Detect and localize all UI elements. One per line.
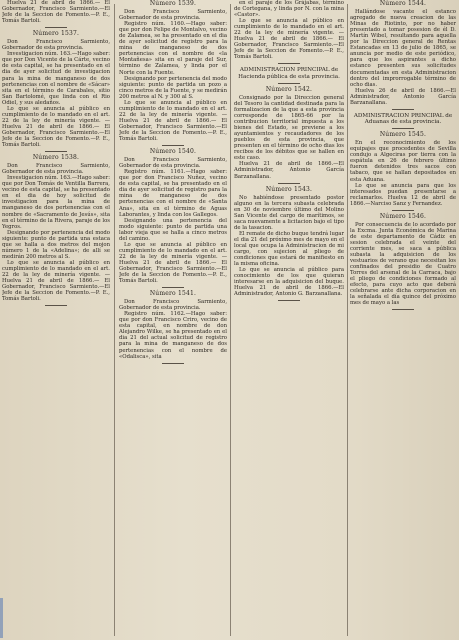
notice-paragraph: Lo que se anuncia al público en cumplimiento de lo mandado en el art. 22 de la ley de minería vigente. —Huelva 21 de abril de 1866.— El Gobernador, Francisco Sarmiento.—El Jefe de la Seccion de Fomento.—P. E., Tomás Bartoli. [119, 241, 227, 285]
notice-article [350, 1, 456, 110]
separator-rule [392, 309, 414, 310]
administration-header [350, 113, 456, 129]
notice-paragraph: Lo que se anuncia al público en cumplimiento de lo mandado en el art. 22 de la ley de minería vigente. —Huelva 21 de abril de 1866.— El Gobernador, Francisco Sarmiento.—El Jefe de la Seccion de Fomento.—P. E., Tomás Bartoli. [119, 99, 227, 143]
notice-number: Número 1538. [32, 154, 80, 162]
notice-paragraph: en el paraje de los Grájabas, término de Cortegana, y linda por N. con la mina «Castor». [234, 0, 344, 19]
notice-number: Número 1539. [149, 0, 197, 7]
library-stamp-mark [0, 598, 3, 638]
notice-paragraph: No habiéndose presentado postor alguno en la tercera subasta celebrada en 30 de noviembre último del Molino San Vicente del cargo de marítimos, se saca nuevamente a licitacion bajo el tipo de la tasacion. [234, 194, 344, 231]
separator-rule [278, 83, 300, 84]
notice-paragraph: Don Francisco Sarmiento, Gobernador de esta provincia. [2, 39, 110, 52]
notice-paragraph: Registro núm. 1161.—Hago saber: que por don Francisco Nuñez, vecino de esta capital, se ha presentado en el dia de ayer solicitud de registro para la mina de manganeso de dos pertenencias con el nombre de «Santa Ana», sita en el término de Aguas Laborantes, y linda con los Gallegos. [119, 169, 227, 218]
notice-paragraph: Designando por pertenencia del modo siguiente: punto de partida una estaca que se halla a dos metros del mojon número 1 de la «Adelina»; de allí se medirán 200 metros al S. [2, 229, 110, 260]
notice-paragraph: En el reconocimiento de los equipajes que procedentes de Sevilla condujo a Algeciras por tierra con la espátula en 26 de febrero último fueron detenidos tres sacos con tabaco, que se hallan depositados en esta Aduana. [350, 140, 456, 183]
separator-rule [45, 151, 67, 152]
notice-article [2, 0, 110, 28]
column-rule [114, 4, 115, 636]
notice-number: Número 1540. [149, 148, 197, 156]
separator-rule [392, 109, 414, 110]
separator-rule [45, 27, 67, 28]
separator-rule [278, 300, 300, 301]
notice-paragraph: Don Francisco Sarmiento, Gobernador de esta provincia. [119, 299, 227, 312]
notice-number: Número 1537. [32, 30, 80, 38]
notice-article [119, 149, 227, 288]
notice-paragraph: Consignado por la Direccion general del Tesoro la cantidad destinada para la formalizacion de la que a esta provincia corresponde de 1865-66 por la contribucion territorial impuesta a los bienes del Estado, se previene a los ayuntamientos y recaudadores de los pueblos de esta provincia, que presenten en el término de ocho dias los recibos de los débitos que se hallen en este caso. [234, 94, 344, 162]
notice-paragraph: Por consecuencia de lo acordado por la Excma. Junta Económica de Marina de este departamento de Cádiz en sesion celebrada el veinte del corriente mes, se saca a pública subasta la adquisicion de los vestuarios de verano que necesitan los confinados del presidio de Cuatro Torres del arsenal de la Carraca, bajo el pliego de condiciones formado al efecto, para cuyo acto que deberá celebrarse ante dicha corporacion en la señalada el día quince del próximo mes de mayo a las [350, 221, 456, 307]
notice-paragraph: Huelva 26 de abril de 1866.—El Administrador, Antonio García Barzanallana. [350, 87, 456, 106]
notice-paragraph: Lo que se anuncia al público en cumplimiento de lo mandado en el art. 22 de la ley de minería vigente. —Huelva 21 de abril de 1866.— El Gobernador, Francisco Sarmiento.—El Jefe de la Seccion de Fomento.—P. E., Tomás Bartoli. [2, 259, 110, 303]
notice-paragraph: El remate de dicho buque tendrá lugar el dia 21 del próximo mes de mayo en el local que ocupa la Administracion de mi cargo, con sujecion al pliego de condiciones que estará de manifiesto en la misma oficina. [234, 230, 344, 268]
column-3 [234, 0, 344, 640]
separator-rule [278, 63, 300, 64]
section-heading: ADMINISTRACION PRINCIPAL de Aduanas de esta provincia. [353, 112, 453, 125]
separator-rule [162, 363, 184, 364]
notice-number: Número 1545. [379, 131, 427, 139]
notice-paragraph: Don Francisco Sarmiento, Gobernador de esta provincia. [119, 157, 227, 170]
notice-article [234, 87, 344, 184]
notice-paragraph: Don Francisco Sarmiento, Gobernador de esta provincia. [119, 9, 227, 22]
column-2 [119, 0, 227, 640]
notice-paragraph: Lo que se anuncia al público en cumplimiento de lo mandado en el art. 22 de la ley de minería vigente. —Huelva 21 de abril de 1866.— El Gobernador, Francisco Sarmiento.—El Jefe de la Seccion de Fomento.—P. E., Tomás Bartoli. [2, 105, 110, 149]
notice-number: Número 1544. [379, 0, 427, 7]
column-4 [350, 0, 456, 640]
notice-paragraph: Huelva 21 de abril de 1866.— El Gobernador, Francisco Sarmiento.—El Jefe de la Seccion de Fomento.—P. E., Tomás Bartoli. [2, 0, 110, 25]
notice-article [2, 155, 110, 306]
notice-number: Número 1546. [379, 212, 427, 220]
separator-rule [162, 287, 184, 288]
notice-paragraph: Registro núm. 1160.—Hago saber: que por don Felipe de Montalvo, vecino de Zalamea, se ha presentado en el dia de ayer solicitud de registro para la mina de manganeso de dos pertenencias con el nombre de «la Montañesa» sita en el paraje del Sur, término de Zalamea, y linda por el Norte con la Fuente. [119, 21, 227, 76]
notice-paragraph: Don Francisco Sarmiento, Gobernador de esta provincia. [2, 163, 110, 176]
notice-article [234, 187, 344, 302]
notice-paragraph: Hallándose vacante el estanco agregado de nueva creacion de las Minas de Riotinto, por no haber presentado a tomar posesion de él D. Martín Wibel, resultando para aquella por la Direccion general de Rentas Estancadas en 13 de julio de 1865, se anuncia por medio de este periódico, para que los aspirantes a dicho estanco presenten sus solicitudes documentadas en esta Administracion dentro del improrrogable término de ocho dias. [350, 9, 456, 88]
notice-number: Número 1541. [149, 290, 197, 298]
notice-article [350, 214, 456, 311]
separator-rule [45, 305, 67, 306]
column-rule [230, 4, 231, 636]
notice-paragraph: Designando por pertenencia del modo siguiente: punto de partida un pozo a cinco metros de la Fuente, y se medirán 200 metros al N. y 300 al S. [119, 75, 227, 100]
notice-paragraph: Registro núm. 1162.—Hago saber: que por don Francisco Criro, vecino de esta capital, en nombre de don Alejandro Wilke, se ha presentado en el dia 21 del actual solicitud de registro para la mina de manganeso de dos pertenencias con el nombre de «Odalisca», sita [119, 311, 227, 360]
notice-article [119, 1, 227, 146]
separator-rule [162, 145, 184, 146]
column-1 [2, 0, 110, 640]
notice-paragraph: Lo que se anuncia al público para conocimiento de los que quieran interesarse en la adquisicion del buque. Huelva 21 de abril de 1866.—El Administrador, Antonio G. Barzanallana. [234, 267, 344, 298]
notice-article [234, 0, 344, 64]
notice-paragraph: Investigacion núm. 163.—Hago saber: que por Don Tomás de Ventilla Barrera, vecino de esta capital, se ha presentado en el dia de hoy solicitud de investigacion para la mina de manganeso de dos pertenencias con el nombre de «Sacramento de Jesús», sita en el término de la Rivera, paraje de los Yegros. [2, 175, 110, 230]
notice-article [2, 31, 110, 152]
separator-rule [278, 183, 300, 184]
separator-rule [392, 210, 414, 211]
notice-number: Número 1542. [265, 85, 313, 93]
notice-number: Número 1543. [265, 185, 313, 193]
notice-article [350, 132, 456, 211]
separator-rule [392, 128, 414, 129]
administration-header [234, 67, 344, 83]
notice-paragraph: Investigacion núm. 163.—Hago saber: que por Don Vicente de la Cárte, vecino de esta capital, se ha presentado en el dia de ayer solicitud de investigacion para la mina de manganeso de dos pertenencias con el nombre de «Sácar» sita en el término de Carabales, sitio San Bartolomé, que linda con el Rio Odiel, y sus aledaños. [2, 51, 110, 106]
notice-article [119, 291, 227, 364]
notice-paragraph: Designando una pertenencia del modo siguiente: punto de partida una labor vieja que se halla a cinco metros del camino. [119, 217, 227, 242]
notice-paragraph: Lo que se anuncia para que los interesados puedan presentarse a reclamarlos. Huelva 12 de abril de 1866.—Narciso Sanz y Fernandez. [350, 182, 456, 207]
section-heading: ADMINISTRACION PRINCIPAL de Hacienda pública de esta provincia. [238, 67, 340, 80]
notice-paragraph: Lo que se anuncia al público en cumplimiento de lo mandado en el art. 22 de la ley de minería vigente. —Huelva 21 de abril de 1866.— El Gobernador, Francisco Sarmiento.—El Jefe de la Seccion de Fomento.—P. E., Tomás Bartoli. [234, 18, 344, 61]
notice-paragraph: Huelva 21 de abril de 1866.—El Administrador, Antonio García Barzanallana. [234, 161, 344, 180]
column-rule [347, 4, 348, 636]
